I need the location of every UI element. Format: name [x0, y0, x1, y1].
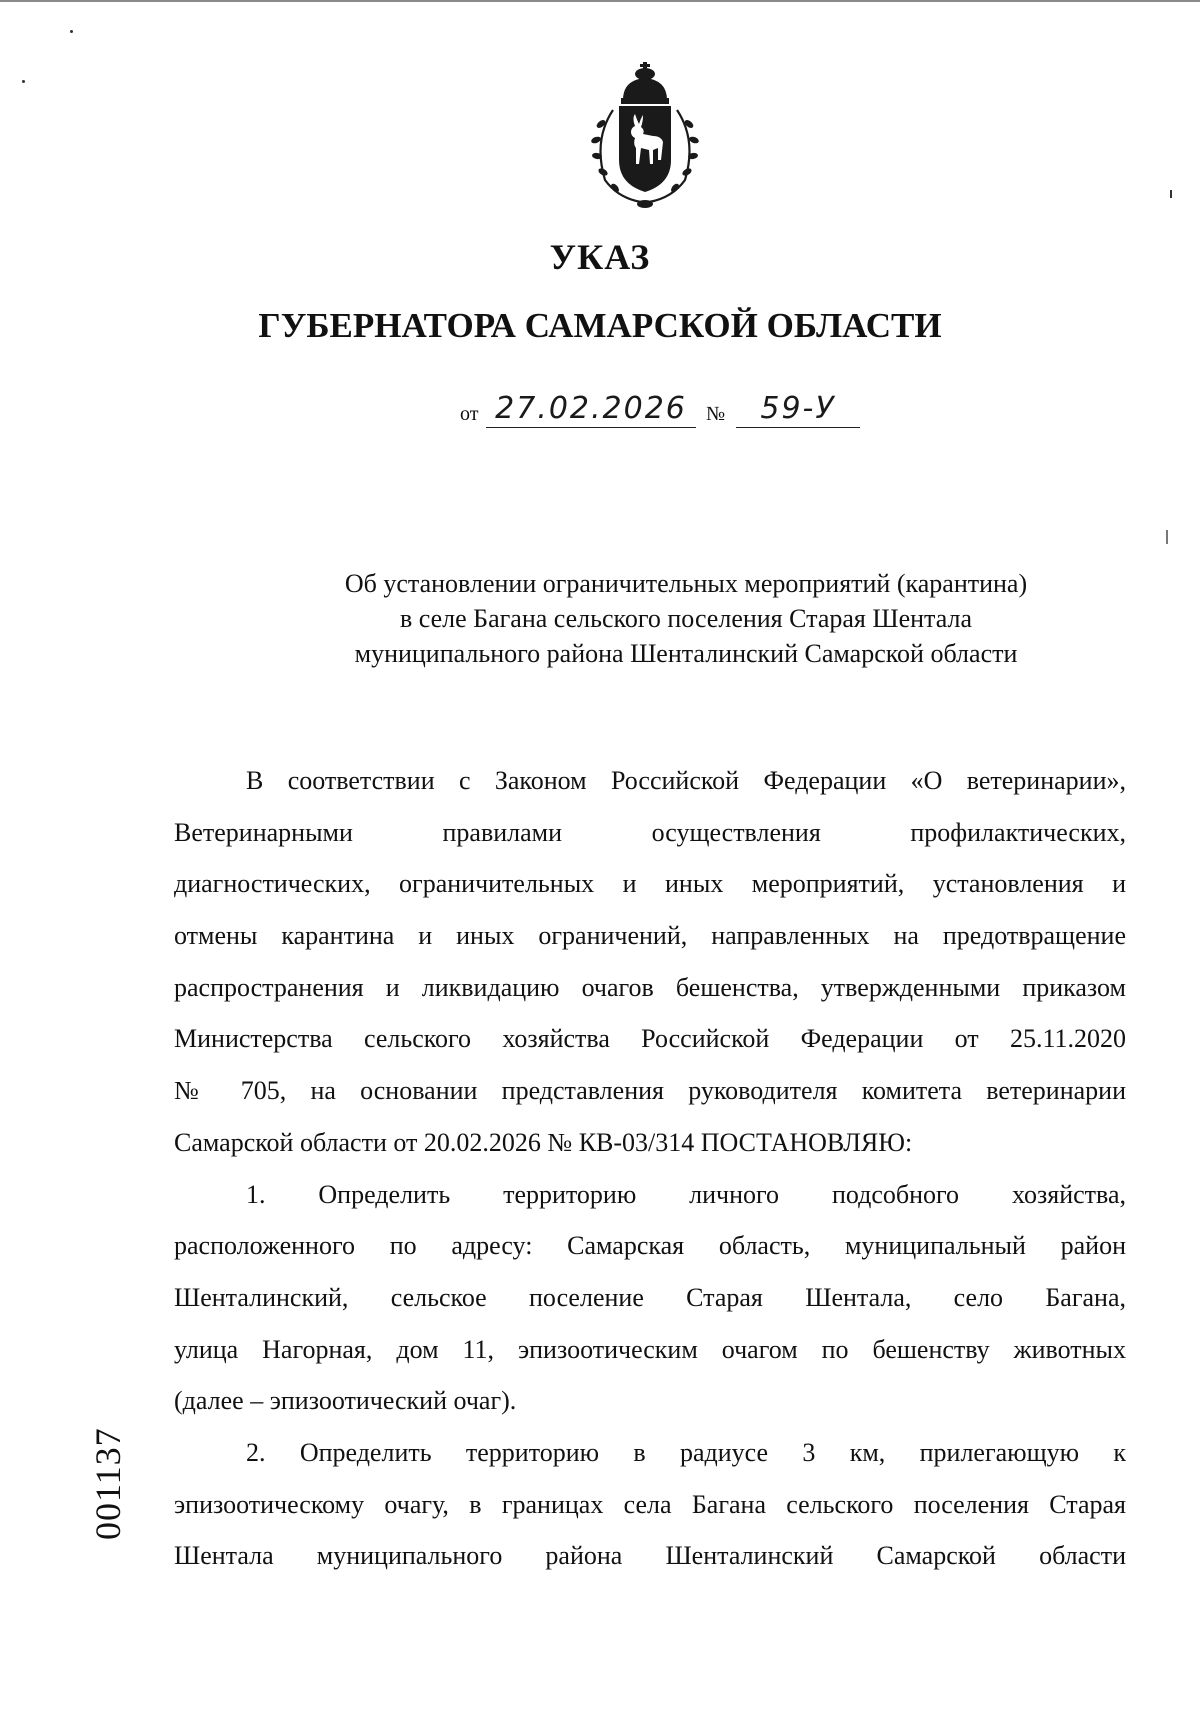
body-line: отмены карантина и иных ограничений, направленных на предотвращение	[174, 921, 1126, 951]
handwritten-number: 59-У	[736, 391, 860, 428]
subject-line: в селе Багана сельского поселения Старая Шентала	[399, 604, 973, 633]
scan-speck	[1166, 530, 1168, 544]
body-line: Министерства сельского хозяйства Российской Федерации от 25.11.2020	[174, 1024, 1126, 1054]
decree-subject	[286, 566, 1086, 671]
body-line: Самарской области от 20.02.2026 № КВ-03/314 ПОСТАНОВЛЯЮ:	[174, 1127, 913, 1157]
body-line: Шентала муниципального района Шенталинский Самарской области	[174, 1541, 1126, 1571]
date-number-line	[460, 388, 860, 432]
scan-speck	[70, 30, 73, 33]
date-prefix: от	[460, 403, 479, 425]
samara-oblast-coat-of-arms-icon	[583, 60, 707, 210]
body-line: улица Нагорная, дом 11, эпизоотическим очагом по бешенству животных	[174, 1334, 1126, 1364]
body-line: 2. Определить территорию в радиусе 3 км, прилегающую к	[246, 1437, 1126, 1467]
body-line: Шенталинский, сельское поселение Старая Шентала, село Багана,	[174, 1282, 1126, 1312]
body-line: Ветеринарными правилами осуществления профилактических,	[174, 817, 1126, 847]
decree-title: УКАЗ	[549, 237, 651, 277]
issuer-title: ГУБЕРНАТОРА САМАРСКОЙ ОБЛАСТИ	[258, 306, 942, 345]
body-line: В соответствии с Законом Российской Федерации «О ветеринарии»,	[246, 766, 1126, 795]
scan-edge-line	[0, 0, 1200, 2]
body-line: диагностических, ограничительных и иных мероприятий, установления и	[174, 869, 1126, 899]
side-serial-number: 001137	[88, 1427, 128, 1540]
body-line: 1. Определить территорию личного подсобного хозяйства,	[246, 1179, 1126, 1209]
body-line: расположенного по адресу: Самарская область, муниципальный район	[174, 1231, 1126, 1261]
body-line: эпизоотическому очагу, в границах села Багана сельского поселения Старая	[174, 1489, 1126, 1519]
scan-speck	[22, 80, 25, 83]
subject-line: Об установлении ограничительных мероприятий (карантина)	[344, 569, 1028, 598]
body-line: № 705, на основании представления руководителя комитета ветеринарии	[174, 1076, 1126, 1106]
subject-line: муниципального района Шенталинский Самарской области	[354, 639, 1018, 668]
scan-speck	[1170, 190, 1172, 198]
number-prefix: №	[706, 403, 726, 425]
handwritten-date: 27.02.2026	[486, 391, 696, 428]
decree-body	[174, 755, 1126, 1582]
body-line: распространения и ликвидацию очагов бешенства, утвержденными приказом	[174, 972, 1126, 1002]
body-line: (далее – эпизоотический очаг).	[174, 1386, 517, 1416]
